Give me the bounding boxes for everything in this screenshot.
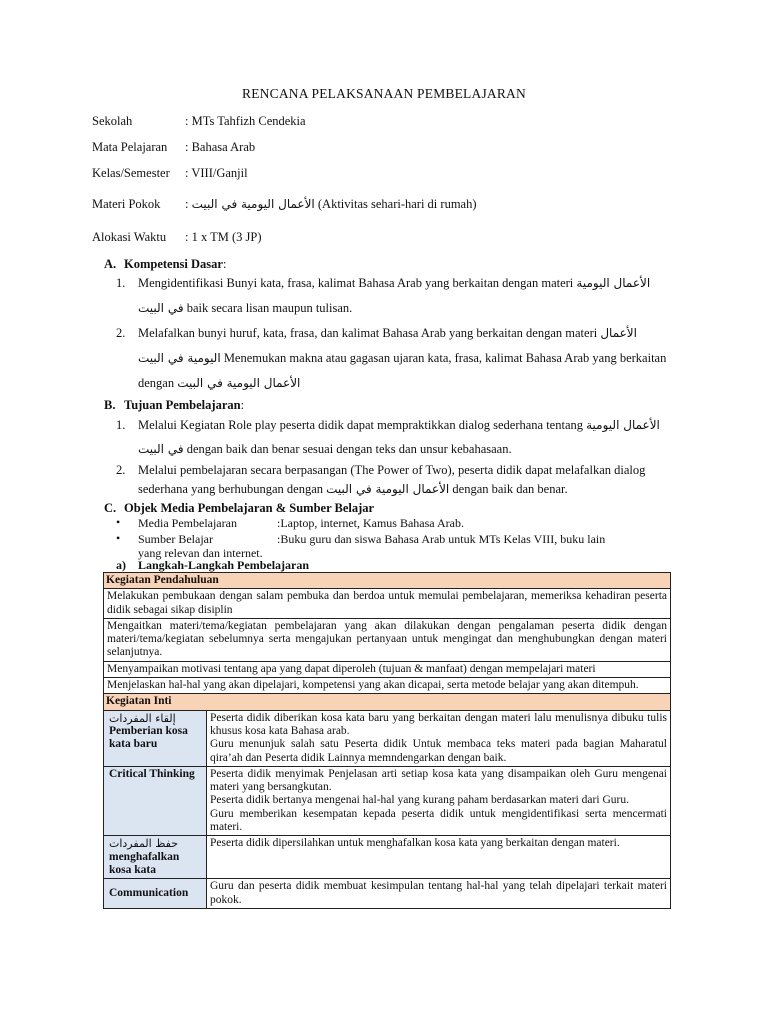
langkah-table <box>103 572 671 909</box>
bullet-dot: • <box>116 515 121 529</box>
item-number: 1. <box>116 418 126 432</box>
meta-value: : 1 x TM (3 JP) <box>185 230 262 244</box>
section-b-heading <box>104 398 244 413</box>
bullet-key: Sumber Belajar <box>138 532 213 546</box>
item-line: Mengidentifikasi Bunyi kata, frasa, kalimat Bahasa Arab yang berkaitan dengan materi <box>138 276 574 290</box>
section-number: C. <box>104 501 117 515</box>
section-a-heading <box>104 257 226 272</box>
pendahuluan-row: Melakukan pembukaan dengan salam pembuka dan berdoa untuk memulai pembelajaran, memeriksa kehadiran peserta didik sebagai sikap disiplin <box>104 589 671 619</box>
item-line: Menemukan makna atau gagasan ujaran kata, frasa, kalimat Bahasa Arab yang berkaitan <box>223 351 667 365</box>
item-line: dengan baik dan benar. <box>452 482 568 496</box>
bullet-value: :Laptop, internet, Kamus Bahasa Arab. <box>277 516 464 530</box>
bullet-key: Media Pembelajaran <box>138 516 237 530</box>
item-line: sederhana yang berhubungan dengan <box>138 482 323 496</box>
bullet-dot: • <box>116 531 121 545</box>
section-title: Objek Media Pembelajaran & Sumber Belajar <box>124 501 375 515</box>
section-title: Tujuan Pembelajaran <box>124 398 241 412</box>
inti-line: Guru dan peserta didik membuat kesimpulan tentang hal-hal yang telah dipelajari terkait materi pokok. <box>210 880 667 906</box>
arabic-text: في البيت <box>138 301 184 315</box>
item-line: dengan <box>138 376 175 390</box>
meta-value: : Bahasa Arab <box>185 140 256 154</box>
section-number: A. <box>104 257 117 271</box>
langkah-heading <box>116 558 309 573</box>
inti-side-label: Communication <box>109 886 189 899</box>
inti-row <box>104 766 671 835</box>
kegiatan-pendahuluan-header: Kegiatan Pendahuluan <box>104 573 671 589</box>
inti-line: Guru memberikan kesempatan kepada peserta didik untuk mengidentifikasi serta mencermati materi. <box>210 807 667 834</box>
item-text <box>138 326 676 341</box>
meta-label: Materi Pokok <box>92 197 161 211</box>
item-line: Melalui Kegiatan Role play peserta didik dapat mempraktikkan dialog sederhana tentang <box>138 418 583 432</box>
bullet-value: :Buku guru dan siswa Bahasa Arab untuk MTs Kelas VIII, buku lain <box>277 532 606 546</box>
arabic-text: حفظ المفردات <box>109 837 179 851</box>
arabic-text: الأعمال <box>600 326 637 340</box>
arabic-text: الأعمال اليومية <box>576 276 651 290</box>
item-text <box>138 418 676 433</box>
arabic-text: الأعمال اليومية في البيت <box>177 376 301 390</box>
item-number: 1. <box>116 276 126 290</box>
inti-main-cell <box>207 836 671 879</box>
kd-item-2-line3 <box>138 376 300 391</box>
inti-line: Peserta didik bertanya mengenai hal-hal yang kurang paham berdasarkan materi dari Guru. <box>210 794 629 807</box>
sub-title: Langkah-Langkah Pembelajaran <box>138 558 310 572</box>
arabic-text: الأعمال اليومية في البيت <box>326 482 450 496</box>
inti-line: Peserta didik diberikan kosa kata baru yang berkaitan dengan materi lalu menulisnya dibuku tulis khusus kosa kata Bahasa arab. <box>210 711 667 737</box>
item-line: dengan baik dan benar sesuai dengan teks dan unsur kebahasaan. <box>186 442 512 456</box>
item-text <box>138 276 676 291</box>
meta-label: Mata Pelajaran <box>92 140 168 154</box>
section-c-heading <box>104 501 374 516</box>
arabic-text: الأعمال اليومية في البيت <box>191 197 315 211</box>
meta-value: : VIII/Ganjil <box>185 166 248 180</box>
meta-colon: : <box>185 197 189 211</box>
bullet-value-cont: yang relevan dan internet. <box>138 546 263 560</box>
pendahuluan-row: Mengaitkan materi/tema/kegiatan pembelajaran yang akan dilakukan dengan pengalaman peserta didik dengan materi/tema/kegiatan sebelumnya serta mengajukan pertanyaan untuk mengingat dan menghubungkan dengan materi selanjutnya. <box>104 618 671 661</box>
section-colon: : <box>240 398 245 412</box>
inti-line: Guru menunjuk salah satu Peserta didik Untuk membaca teks materi pada bagian Maharatul qira’ah dan Peserta didik Lainnya memndengarkan dengan baik. <box>210 738 667 764</box>
inti-line: Peserta didik menyimak Penjelasan arti setiap kosa kata yang disampaikan oleh Guru mengenai materi yang bersangkutan. <box>210 767 667 794</box>
meta-label: Kelas/Semester <box>92 166 170 180</box>
inti-main-cell <box>207 710 671 766</box>
tp-item-1-line2 <box>138 442 512 457</box>
arabic-text: إلقاء المفردات <box>109 711 176 725</box>
inti-row <box>104 710 671 766</box>
inti-side-cell <box>104 710 207 766</box>
item-number: 2. <box>116 463 126 477</box>
inti-main-cell <box>207 766 671 835</box>
arabic-text: اليومية في البيت <box>138 351 221 365</box>
pendahuluan-row: Menjelaskan hal-hal yang akan dipelajari, kompetensi yang akan dicapai, serta metode belajar yang akan ditempuh. <box>104 678 671 694</box>
item-text: Melalui pembelajaran secara berpasangan (The Power of Two), peserta didik dapat melafalkan dialog <box>138 463 646 477</box>
inti-row <box>104 879 671 909</box>
meta-label: Alokasi Waktu <box>92 230 167 244</box>
inti-line: Peserta didik dipersilahkan untuk menghafalkan kosa kata yang berkaitan dengan materi. <box>210 837 620 850</box>
item-line: Melafalkan bunyi huruf, kata, frasa, dan kalimat Bahasa Arab yang berkaitan dengan materi <box>138 326 598 340</box>
inti-side-cell <box>104 879 207 909</box>
arabic-text: في البيت <box>138 442 184 456</box>
meta-value: : MTs Tahfizh Cendekia <box>185 114 306 128</box>
kd-item-1-line2 <box>138 301 352 316</box>
section-number: B. <box>104 398 116 412</box>
document-title: RENCANA PELAKSANAAN PEMBELAJARAN <box>242 86 526 101</box>
item-number: 2. <box>116 326 126 340</box>
inti-side-label: Critical Thinking <box>109 767 195 780</box>
arabic-text: الأعمال اليومية <box>586 418 660 432</box>
inti-side-cell <box>104 766 207 835</box>
section-title: Kompetensi Dasar <box>124 257 223 271</box>
sub-label: a) <box>116 558 126 572</box>
inti-side-label: Pemberian kosa kata baru <box>109 724 188 751</box>
inti-row <box>104 836 671 879</box>
kd-item-2-line2 <box>138 351 666 366</box>
kegiatan-inti-header: Kegiatan Inti <box>104 694 671 710</box>
item-line: baik secara lisan maupun tulisan. <box>186 301 353 315</box>
section-colon: : <box>222 257 227 271</box>
meta-value <box>185 197 477 212</box>
inti-main-cell <box>207 879 671 909</box>
pendahuluan-row: Menyampaikan motivasi tentang apa yang dapat diperoleh (tujuan & manfaat) dengan mempelajari materi <box>104 661 671 677</box>
inti-side-label: menghafalkan kosa kata <box>109 850 180 876</box>
meta-value-suffix: (Aktivitas sehari-hari di rumah) <box>317 197 477 211</box>
tp-item-2-line2 <box>138 482 568 497</box>
meta-label: Sekolah <box>92 114 133 128</box>
inti-side-cell <box>104 836 207 879</box>
